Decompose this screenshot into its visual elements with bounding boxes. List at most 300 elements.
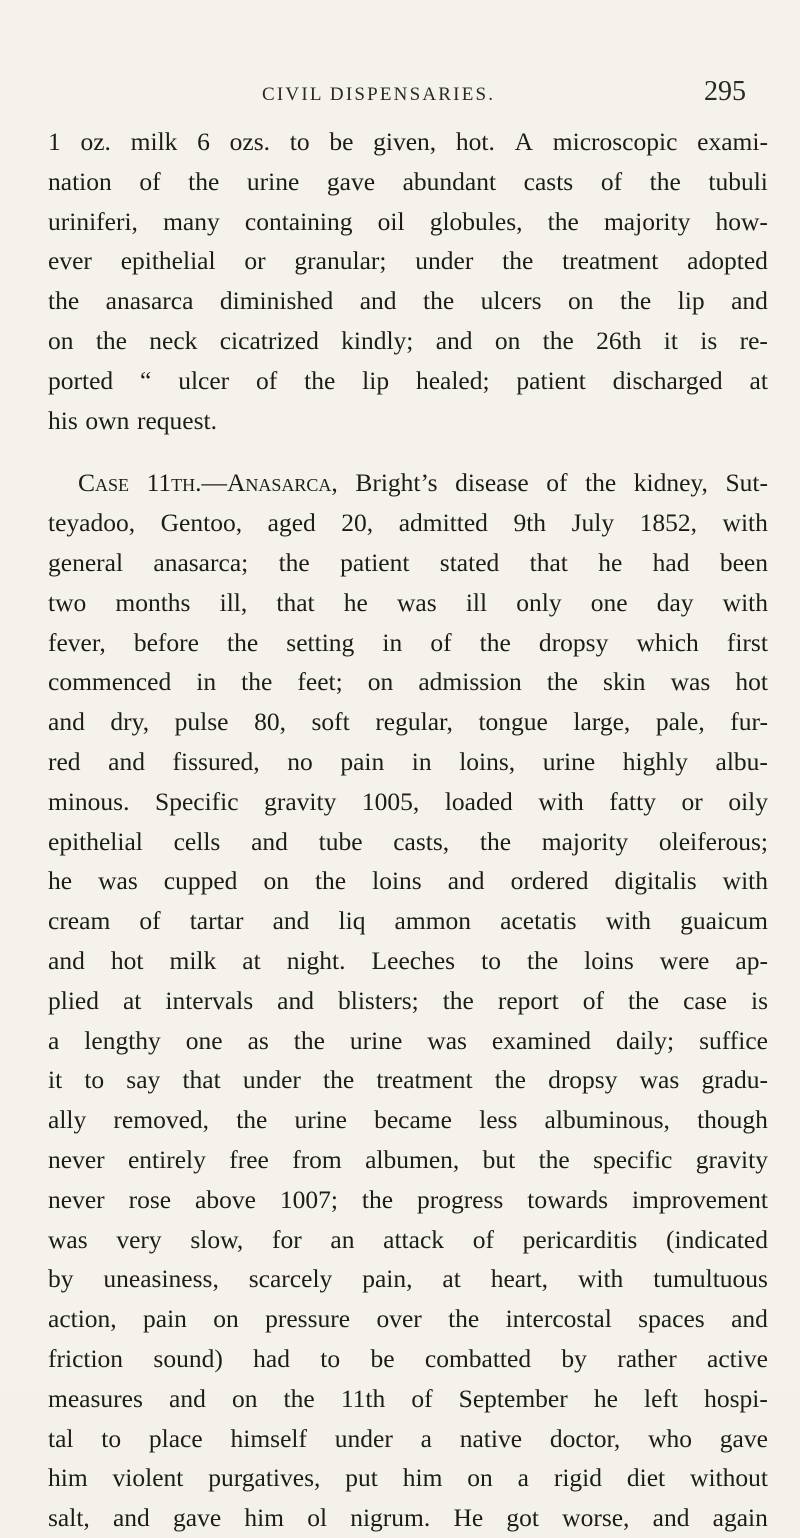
word: hot.	[455, 127, 495, 156]
paragraph-gap	[48, 440, 768, 463]
word: and	[272, 906, 310, 936]
word: aged	[267, 508, 316, 538]
word: the	[494, 1065, 526, 1095]
text-line	[48, 1259, 768, 1299]
word: with	[577, 1264, 624, 1294]
word: active	[707, 1343, 768, 1373]
text-line	[48, 281, 768, 321]
word: dropsy	[538, 627, 609, 657]
word: with	[722, 866, 768, 896]
word: admitted	[398, 508, 488, 538]
text-line	[48, 861, 768, 901]
word: violent	[112, 1463, 184, 1493]
word: in	[196, 667, 217, 697]
text-line	[48, 1339, 768, 1379]
word: by	[48, 1264, 74, 1294]
word: entirely	[127, 1144, 206, 1174]
word: gravity	[264, 786, 337, 816]
word: had	[253, 1343, 290, 1373]
word: discharged	[612, 365, 723, 395]
word: was	[670, 667, 711, 697]
word: combatted	[424, 1343, 532, 1373]
word: to	[84, 1065, 105, 1095]
word: urine	[246, 166, 300, 196]
word: the	[423, 286, 455, 316]
word: oil	[377, 206, 405, 236]
word: milk	[169, 945, 217, 975]
word: acetatis	[500, 906, 577, 936]
word: towards	[527, 1184, 609, 1214]
word: an	[330, 1224, 355, 1254]
text-line	[48, 361, 768, 401]
word: the	[236, 1105, 268, 1135]
text-line	[48, 941, 768, 981]
word: and	[108, 746, 145, 776]
text-line	[48, 583, 768, 623]
word: patient	[340, 547, 410, 577]
text-line	[48, 1021, 768, 1061]
word: for	[271, 1224, 302, 1254]
word: Leeches	[371, 945, 456, 975]
word: red	[48, 746, 81, 776]
word: and	[169, 1383, 206, 1413]
word: own	[85, 405, 130, 435]
text-line	[48, 162, 768, 202]
word: how-	[715, 206, 768, 236]
word: been	[719, 547, 768, 577]
word: that	[182, 1065, 221, 1095]
word: above	[195, 1184, 256, 1214]
word: the	[502, 246, 534, 276]
word: the	[293, 1025, 325, 1055]
word: diminished	[219, 286, 334, 316]
word: neck	[149, 325, 198, 355]
text-line	[48, 901, 768, 941]
word: granular;	[294, 246, 387, 276]
word: progress	[416, 1184, 504, 1214]
word: got	[506, 1503, 539, 1533]
word: loins	[372, 866, 422, 896]
word: rigid	[553, 1463, 603, 1493]
word: ulcers	[480, 286, 542, 316]
word: in	[382, 627, 403, 657]
word: tube	[318, 826, 363, 856]
word: pain	[143, 1304, 187, 1334]
word: with	[722, 508, 768, 538]
word: 11th	[340, 1383, 386, 1413]
word: 1007;	[279, 1184, 338, 1214]
word: oily	[728, 786, 768, 816]
word: spaces	[638, 1304, 705, 1334]
word: and	[435, 325, 473, 355]
word: oleiferous;	[658, 826, 768, 856]
word: cells	[173, 826, 221, 856]
word: urine	[542, 746, 596, 776]
word: the	[48, 286, 80, 316]
word: pulse	[174, 707, 229, 737]
word: with	[538, 786, 584, 816]
word: cupped	[163, 866, 238, 896]
word: ordered	[510, 866, 589, 896]
word: ap-	[735, 945, 768, 975]
word: at	[242, 945, 261, 975]
word: healed;	[415, 365, 490, 395]
word: and	[112, 1503, 150, 1533]
word: albu-	[715, 746, 768, 776]
text-line	[48, 1060, 768, 1100]
word: A	[514, 127, 534, 156]
word: microscopic	[552, 127, 678, 156]
text-line	[48, 782, 768, 822]
word: say	[126, 1065, 161, 1095]
word: gave	[173, 1503, 222, 1533]
word: majority	[541, 826, 629, 856]
word: setting	[286, 627, 355, 657]
word: under	[334, 1423, 393, 1453]
word: on	[367, 667, 394, 697]
word: of	[139, 906, 161, 936]
word: cicatrized	[219, 325, 319, 355]
text-line	[48, 1140, 768, 1180]
word: improvement	[631, 1184, 768, 1214]
word: a	[420, 1423, 432, 1453]
word: is	[750, 985, 768, 1015]
text-line	[48, 1180, 768, 1220]
word: be	[370, 1343, 395, 1373]
word: measures	[48, 1383, 143, 1413]
word: Gentoo,	[160, 508, 243, 538]
text-line	[48, 321, 768, 361]
word: epithelial	[120, 246, 216, 276]
word: regular,	[375, 707, 453, 737]
word: ill	[465, 587, 488, 617]
word: re-	[739, 325, 768, 355]
word: place	[148, 1423, 203, 1453]
word: lengthy	[84, 1025, 161, 1055]
word: of	[139, 166, 161, 196]
word: his	[48, 405, 78, 435]
word: on	[568, 286, 594, 316]
word: never	[48, 1144, 105, 1174]
word: the	[585, 468, 617, 498]
word: ill,	[219, 587, 248, 617]
word: commenced	[48, 667, 172, 697]
word: exami-	[697, 127, 768, 156]
word: digitalis	[614, 866, 697, 896]
word: and	[48, 707, 85, 737]
text-line	[48, 202, 768, 242]
word: soft	[311, 707, 350, 737]
word: teyadoo,	[48, 508, 136, 538]
word: or	[681, 786, 703, 816]
word: only	[516, 587, 562, 617]
word: stated	[439, 547, 500, 577]
word: pain,	[362, 1264, 413, 1294]
word: nation	[48, 166, 112, 196]
word: casts,	[393, 826, 450, 856]
word: casts	[523, 166, 574, 196]
word: were	[659, 945, 710, 975]
word: ulcer	[178, 365, 230, 395]
word: uneasiness,	[103, 1264, 219, 1294]
word: or	[244, 246, 266, 276]
word: Bright’s	[355, 468, 438, 498]
word: to	[289, 127, 310, 156]
word: the	[547, 206, 579, 236]
word: albuminous,	[544, 1105, 670, 1135]
word: abundant	[402, 166, 497, 196]
word: slow,	[190, 1224, 244, 1254]
running-title: CIVIL DISPENSARIES.	[262, 84, 496, 105]
word: was	[427, 1025, 467, 1055]
word: that	[276, 587, 315, 617]
word: globules,	[429, 206, 523, 236]
word: the	[542, 325, 574, 355]
word: the	[314, 866, 347, 896]
case-heading-line	[48, 463, 768, 503]
word: 1005,	[361, 786, 420, 816]
word: case	[683, 985, 727, 1015]
word: him	[48, 1463, 88, 1493]
text-line	[48, 1379, 768, 1419]
word: tal	[48, 1423, 74, 1453]
word: kidney,	[633, 468, 708, 498]
word: oz.	[80, 127, 111, 156]
word: ammon	[394, 906, 472, 936]
word: hospi-	[704, 1383, 768, 1413]
word: general	[48, 547, 124, 577]
word: doctor,	[549, 1423, 621, 1453]
running-head	[0, 76, 800, 114]
word: day	[656, 587, 694, 617]
word: under	[415, 246, 474, 276]
word: pressure	[265, 1304, 351, 1334]
word: gave	[719, 1423, 768, 1453]
word: and	[277, 985, 314, 1015]
text-line	[48, 702, 768, 742]
word: a	[48, 1025, 60, 1055]
word: the	[538, 1144, 570, 1174]
text-line	[48, 1299, 768, 1339]
word: tartar	[189, 906, 244, 936]
word: dropsy	[548, 1065, 618, 1095]
word: rose	[128, 1184, 172, 1214]
word: the	[448, 1304, 480, 1334]
word: (indicated	[666, 1224, 768, 1254]
text-line	[48, 623, 768, 663]
word: native	[459, 1423, 523, 1453]
word: who	[648, 1423, 693, 1453]
word: free	[229, 1144, 269, 1174]
text-line	[48, 1498, 768, 1538]
word: pericarditis	[522, 1224, 638, 1254]
word: left	[644, 1383, 679, 1413]
word: tubuli	[708, 166, 768, 196]
word: which	[636, 627, 699, 657]
word: to	[101, 1423, 122, 1453]
word: anasarca;	[153, 547, 249, 577]
paragraph-case-11th	[48, 463, 768, 1538]
word: intervals	[165, 985, 254, 1015]
word: and	[731, 286, 768, 316]
word: one	[590, 587, 628, 617]
word: he	[48, 866, 73, 896]
word: “	[140, 365, 152, 395]
word: of	[582, 985, 604, 1015]
word: and	[251, 826, 288, 856]
word: hot	[735, 667, 768, 697]
word: plied	[48, 985, 99, 1015]
word: the	[304, 365, 336, 395]
word: and	[447, 866, 485, 896]
word: the	[649, 166, 681, 196]
word: was	[639, 1065, 680, 1095]
word: sound)	[153, 1343, 223, 1373]
word: urine	[349, 1025, 403, 1055]
word: that	[529, 547, 568, 577]
word: on	[213, 1304, 239, 1334]
word: fatty	[609, 786, 656, 816]
word: the	[95, 325, 127, 355]
word: hot	[110, 945, 144, 975]
word: never	[48, 1184, 105, 1214]
word: attack	[383, 1224, 445, 1254]
word: the	[241, 667, 273, 697]
word: 11th.—Anasarca,	[146, 468, 338, 498]
word: of	[472, 1224, 494, 1254]
word: less	[479, 1105, 518, 1135]
text-line	[48, 1419, 768, 1459]
word: months	[115, 587, 191, 617]
word: September	[458, 1383, 568, 1413]
word: it	[663, 325, 678, 355]
word: removed,	[113, 1105, 210, 1135]
word: had	[652, 547, 690, 577]
word: was	[48, 1224, 88, 1254]
word: ol	[307, 1503, 328, 1533]
text-line	[48, 742, 768, 782]
word: on	[494, 325, 521, 355]
word: the	[620, 286, 652, 316]
word: admission	[418, 667, 522, 697]
word: gravity	[695, 1144, 768, 1174]
word: him	[244, 1503, 284, 1533]
word: worse,	[562, 1503, 630, 1533]
word: loins,	[459, 746, 516, 776]
word: given,	[373, 127, 437, 156]
word: Case	[78, 468, 130, 498]
word: was	[397, 587, 437, 617]
word: gradu-	[701, 1065, 768, 1095]
word: him	[402, 1463, 443, 1493]
word: loins	[584, 945, 634, 975]
word: tumultuous	[653, 1264, 768, 1294]
word: under	[242, 1065, 301, 1095]
word: but	[482, 1144, 516, 1174]
word: by	[561, 1343, 587, 1373]
word: many	[163, 206, 220, 236]
paragraph-continuation	[48, 122, 768, 440]
word: on	[263, 866, 289, 896]
word: albumen,	[365, 1144, 460, 1174]
word: at	[749, 365, 768, 395]
word: suffice	[699, 1025, 768, 1055]
word: the	[227, 627, 259, 657]
word: and	[652, 1503, 690, 1533]
word: from	[292, 1144, 342, 1174]
word: night.	[286, 945, 346, 975]
word: of	[546, 468, 568, 498]
word: urine	[294, 1105, 347, 1135]
word: skin	[603, 667, 646, 697]
word: ported	[48, 365, 114, 395]
word: before	[133, 627, 199, 657]
word: the	[283, 1383, 315, 1413]
word: with	[722, 587, 768, 617]
word: gave	[326, 166, 376, 196]
word: the	[361, 1184, 394, 1214]
word: was	[98, 866, 138, 896]
word: ever	[48, 246, 92, 276]
word: fur-	[730, 707, 768, 737]
page-number: 295	[704, 76, 746, 107]
word: fever,	[48, 627, 106, 657]
word: it	[48, 1065, 63, 1095]
word: at	[442, 1264, 461, 1294]
word: anasarca	[105, 286, 194, 316]
word: 6	[197, 127, 210, 156]
word: became	[374, 1105, 452, 1135]
word: the	[627, 985, 660, 1015]
word: lip	[362, 365, 390, 395]
word: treatment	[376, 1065, 473, 1095]
word: he	[593, 1383, 618, 1413]
word: put	[345, 1463, 378, 1493]
word: purgatives,	[208, 1463, 321, 1493]
word: the	[526, 945, 559, 975]
word: pale,	[655, 707, 705, 737]
word: patient	[516, 365, 586, 395]
word: diet	[626, 1463, 666, 1493]
word: the	[278, 547, 310, 577]
word: July	[571, 508, 615, 538]
word: of	[430, 627, 452, 657]
word: ally	[48, 1105, 87, 1135]
word: report	[497, 985, 559, 1015]
word: first	[726, 627, 768, 657]
word: again	[712, 1503, 768, 1533]
text-line	[48, 401, 768, 441]
text-line	[48, 1220, 768, 1260]
word: loaded	[444, 786, 513, 816]
word: adopted	[687, 246, 768, 276]
word: scarcely	[248, 1264, 333, 1294]
text-line	[48, 1100, 768, 1140]
word: 1	[48, 127, 61, 156]
word: majority	[603, 206, 691, 236]
word: rather	[617, 1343, 677, 1373]
text-line	[48, 122, 768, 162]
word: Sut-	[725, 468, 768, 498]
word: large,	[573, 707, 631, 737]
word: the	[323, 1065, 355, 1095]
word: dry,	[110, 707, 150, 737]
word: on	[231, 1383, 258, 1413]
word: over	[376, 1304, 422, 1334]
text-line	[48, 1458, 768, 1498]
word: at	[122, 985, 142, 1015]
word: himself	[230, 1423, 307, 1453]
